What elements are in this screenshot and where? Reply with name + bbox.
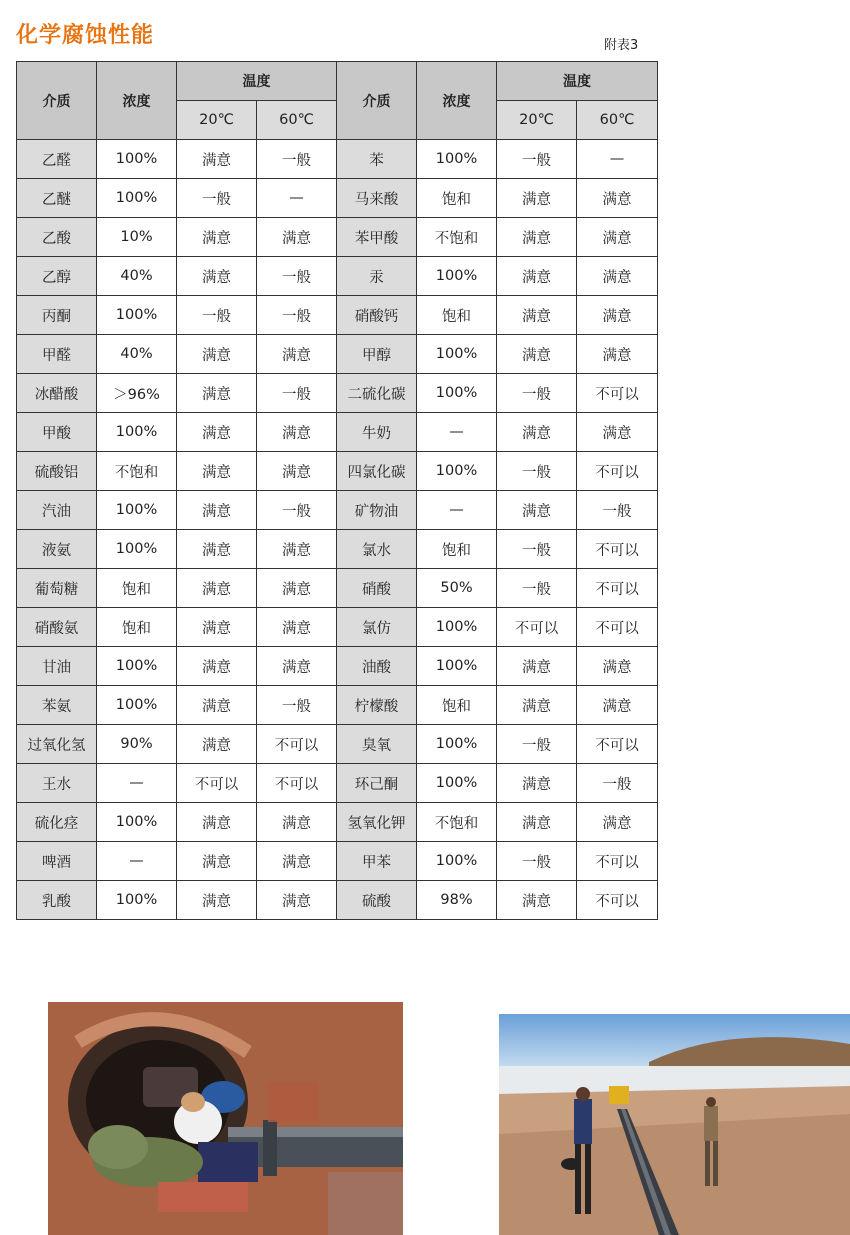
table-row	[17, 803, 658, 842]
temp-60c-cell: 不可以	[257, 725, 337, 764]
concentration-cell: —	[417, 491, 497, 530]
table-row	[17, 686, 658, 725]
temp-60c-cell: 满意	[577, 686, 658, 725]
temp-60c-cell: 一般	[257, 257, 337, 296]
medium-cell: 冰醋酸	[17, 374, 97, 413]
concentration-cell: 100%	[97, 647, 177, 686]
medium-cell: 乳酸	[17, 881, 97, 920]
concentration-cell: 不饱和	[97, 452, 177, 491]
temp-60c-cell: —	[257, 179, 337, 218]
medium-cell: 液氨	[17, 530, 97, 569]
temp-20c-cell: 一般	[497, 452, 577, 491]
medium-cell: 乙醚	[17, 179, 97, 218]
concentration-cell: 不饱和	[417, 803, 497, 842]
temp-20c-cell: 满意	[177, 803, 257, 842]
header-60c: 60℃	[257, 101, 337, 140]
temp-60c-cell: 满意	[577, 335, 658, 374]
medium-cell: 柠檬酸	[337, 686, 417, 725]
temp-60c-cell: 不可以	[577, 608, 658, 647]
concentration-cell: —	[417, 413, 497, 452]
concentration-cell: 100%	[417, 647, 497, 686]
temp-20c-cell: 满意	[497, 803, 577, 842]
header-concentration: 浓度	[97, 62, 177, 140]
temp-60c-cell: 满意	[257, 530, 337, 569]
temp-60c-cell: 满意	[257, 335, 337, 374]
temp-20c-cell: 满意	[177, 530, 257, 569]
temp-20c-cell: 满意	[177, 725, 257, 764]
table-row	[17, 842, 658, 881]
temp-20c-cell: 满意	[497, 881, 577, 920]
header-temperature: 温度	[177, 62, 337, 101]
concentration-cell: 100%	[417, 140, 497, 179]
medium-cell: 氢氧化钾	[337, 803, 417, 842]
concentration-cell: 10%	[97, 218, 177, 257]
temp-60c-cell: 满意	[257, 452, 337, 491]
table-body	[17, 140, 658, 920]
medium-cell: 苯氨	[17, 686, 97, 725]
medium-cell: 油酸	[337, 647, 417, 686]
temp-60c-cell: 满意	[257, 608, 337, 647]
temp-20c-cell: 满意	[177, 374, 257, 413]
table-row	[17, 491, 658, 530]
table-row	[17, 647, 658, 686]
temp-60c-cell: 一般	[257, 491, 337, 530]
temp-20c-cell: 满意	[177, 569, 257, 608]
temp-60c-cell: 一般	[577, 764, 658, 803]
medium-cell: 臭氧	[337, 725, 417, 764]
temp-20c-cell: 满意	[497, 296, 577, 335]
temp-60c-cell: 满意	[257, 569, 337, 608]
concentration-cell: 100%	[417, 452, 497, 491]
temp-60c-cell: 满意	[577, 296, 658, 335]
medium-cell: 丙酮	[17, 296, 97, 335]
temp-60c-cell: —	[577, 140, 658, 179]
concentration-cell: 饱和	[97, 608, 177, 647]
concentration-cell: 100%	[97, 803, 177, 842]
temp-20c-cell: 满意	[177, 647, 257, 686]
table-row	[17, 257, 658, 296]
concentration-cell: 100%	[417, 608, 497, 647]
concentration-cell: 100%	[97, 686, 177, 725]
concentration-cell: 100%	[97, 413, 177, 452]
temp-20c-cell: 一般	[497, 140, 577, 179]
concentration-cell: 100%	[97, 491, 177, 530]
temp-20c-cell: 满意	[177, 140, 257, 179]
medium-cell: 硫化痉	[17, 803, 97, 842]
concentration-cell: 100%	[97, 296, 177, 335]
temp-60c-cell: 不可以	[577, 842, 658, 881]
header-20c: 20℃	[497, 101, 577, 140]
pipeline-field-photo	[499, 1014, 850, 1235]
medium-cell: 乙醛	[17, 140, 97, 179]
temp-60c-cell: 满意	[577, 257, 658, 296]
pipe-trench-photo	[48, 1002, 403, 1235]
temp-20c-cell: 满意	[177, 686, 257, 725]
temp-20c-cell: 不可以	[177, 764, 257, 803]
temp-20c-cell: 满意	[177, 335, 257, 374]
temp-60c-cell: 一般	[257, 296, 337, 335]
medium-cell: 甘油	[17, 647, 97, 686]
header-60c: 60℃	[577, 101, 658, 140]
medium-cell: 葡萄糖	[17, 569, 97, 608]
temp-20c-cell: 不可以	[497, 608, 577, 647]
temp-60c-cell: 满意	[257, 842, 337, 881]
concentration-cell: 100%	[417, 842, 497, 881]
temp-20c-cell: 满意	[497, 335, 577, 374]
table-row	[17, 374, 658, 413]
table-row	[17, 452, 658, 491]
concentration-cell: —	[97, 764, 177, 803]
medium-cell: 硝酸氨	[17, 608, 97, 647]
temp-60c-cell: 满意	[257, 218, 337, 257]
concentration-cell: 饱和	[417, 686, 497, 725]
table-row	[17, 530, 658, 569]
concentration-cell: ＞96%	[97, 374, 177, 413]
medium-cell: 啤酒	[17, 842, 97, 881]
temp-20c-cell: 一般	[497, 842, 577, 881]
temp-20c-cell: 满意	[177, 257, 257, 296]
medium-cell: 乙酸	[17, 218, 97, 257]
temp-60c-cell: 一般	[257, 140, 337, 179]
medium-cell: 汽油	[17, 491, 97, 530]
temp-60c-cell: 一般	[257, 686, 337, 725]
temp-20c-cell: 满意	[177, 218, 257, 257]
temp-60c-cell: 满意	[257, 803, 337, 842]
concentration-cell: 不饱和	[417, 218, 497, 257]
temp-20c-cell: 一般	[177, 179, 257, 218]
concentration-cell: 饱和	[97, 569, 177, 608]
medium-cell: 四氯化碳	[337, 452, 417, 491]
medium-cell: 苯	[337, 140, 417, 179]
medium-cell: 氯水	[337, 530, 417, 569]
table-row	[17, 725, 658, 764]
temp-20c-cell: 满意	[497, 413, 577, 452]
table-row	[17, 140, 658, 179]
table-row	[17, 764, 658, 803]
temp-60c-cell: 一般	[577, 491, 658, 530]
concentration-cell: 饱和	[417, 530, 497, 569]
temp-60c-cell: 不可以	[577, 374, 658, 413]
concentration-cell: 40%	[97, 335, 177, 374]
concentration-cell: 100%	[417, 374, 497, 413]
concentration-cell: —	[97, 842, 177, 881]
temp-20c-cell: 满意	[497, 647, 577, 686]
header-medium: 介质	[337, 62, 417, 140]
concentration-cell: 100%	[97, 881, 177, 920]
temp-20c-cell: 满意	[177, 413, 257, 452]
medium-cell: 甲苯	[337, 842, 417, 881]
medium-cell: 硝酸钙	[337, 296, 417, 335]
temp-60c-cell: 满意	[577, 803, 658, 842]
concentration-cell: 100%	[417, 764, 497, 803]
medium-cell: 硫酸铝	[17, 452, 97, 491]
header-concentration: 浓度	[417, 62, 497, 140]
concentration-cell: 90%	[97, 725, 177, 764]
concentration-cell: 100%	[417, 725, 497, 764]
header-temperature: 温度	[497, 62, 658, 101]
appendix-tag: 附表3	[604, 38, 639, 53]
temp-20c-cell: 满意	[177, 452, 257, 491]
medium-cell: 过氧化氢	[17, 725, 97, 764]
medium-cell: 甲醇	[337, 335, 417, 374]
medium-cell: 马来酸	[337, 179, 417, 218]
medium-cell: 乙醇	[17, 257, 97, 296]
temp-20c-cell: 满意	[497, 764, 577, 803]
temp-20c-cell: 一般	[497, 530, 577, 569]
temp-60c-cell: 一般	[257, 374, 337, 413]
temp-60c-cell: 满意	[577, 218, 658, 257]
medium-cell: 硫酸	[337, 881, 417, 920]
temp-60c-cell: 不可以	[577, 569, 658, 608]
temp-60c-cell: 满意	[257, 881, 337, 920]
temp-60c-cell: 不可以	[577, 725, 658, 764]
concentration-cell: 100%	[417, 257, 497, 296]
medium-cell: 苯甲酸	[337, 218, 417, 257]
temp-20c-cell: 一般	[497, 725, 577, 764]
temp-60c-cell: 不可以	[577, 530, 658, 569]
temp-60c-cell: 不可以	[577, 452, 658, 491]
concentration-cell: 98%	[417, 881, 497, 920]
table-row	[17, 218, 658, 257]
temp-60c-cell: 满意	[577, 413, 658, 452]
temp-60c-cell: 不可以	[257, 764, 337, 803]
concentration-cell: 100%	[97, 530, 177, 569]
concentration-cell: 饱和	[417, 296, 497, 335]
temp-20c-cell: 满意	[497, 218, 577, 257]
temp-60c-cell: 满意	[257, 413, 337, 452]
concentration-cell: 100%	[417, 335, 497, 374]
temp-20c-cell: 满意	[497, 686, 577, 725]
header-medium: 介质	[17, 62, 97, 140]
temp-20c-cell: 一般	[497, 374, 577, 413]
medium-cell: 汞	[337, 257, 417, 296]
temp-20c-cell: 满意	[497, 257, 577, 296]
temp-20c-cell: 满意	[177, 491, 257, 530]
temp-20c-cell: 满意	[177, 881, 257, 920]
table-row	[17, 569, 658, 608]
temp-60c-cell: 满意	[577, 179, 658, 218]
temp-20c-cell: 一般	[177, 296, 257, 335]
chemical-resistance-table	[16, 61, 658, 920]
table-row	[17, 413, 658, 452]
medium-cell: 甲酸	[17, 413, 97, 452]
header-20c: 20℃	[177, 101, 257, 140]
table-row	[17, 296, 658, 335]
medium-cell: 矿物油	[337, 491, 417, 530]
temp-20c-cell: 满意	[177, 842, 257, 881]
temp-20c-cell: 满意	[177, 608, 257, 647]
concentration-cell: 40%	[97, 257, 177, 296]
concentration-cell: 100%	[97, 140, 177, 179]
temp-20c-cell: 满意	[497, 179, 577, 218]
medium-cell: 王水	[17, 764, 97, 803]
concentration-cell: 100%	[97, 179, 177, 218]
medium-cell: 环己酮	[337, 764, 417, 803]
temp-20c-cell: 满意	[497, 491, 577, 530]
table-row	[17, 608, 658, 647]
medium-cell: 氯仿	[337, 608, 417, 647]
page-title: 化学腐蚀性能	[16, 23, 155, 48]
medium-cell: 甲醛	[17, 335, 97, 374]
temp-60c-cell: 不可以	[577, 881, 658, 920]
medium-cell: 二硫化碳	[337, 374, 417, 413]
temp-60c-cell: 满意	[257, 647, 337, 686]
table-row	[17, 179, 658, 218]
medium-cell: 牛奶	[337, 413, 417, 452]
table-row	[17, 335, 658, 374]
medium-cell: 硝酸	[337, 569, 417, 608]
table-row	[17, 881, 658, 920]
temp-20c-cell: 一般	[497, 569, 577, 608]
concentration-cell: 50%	[417, 569, 497, 608]
temp-60c-cell: 满意	[577, 647, 658, 686]
concentration-cell: 饱和	[417, 179, 497, 218]
